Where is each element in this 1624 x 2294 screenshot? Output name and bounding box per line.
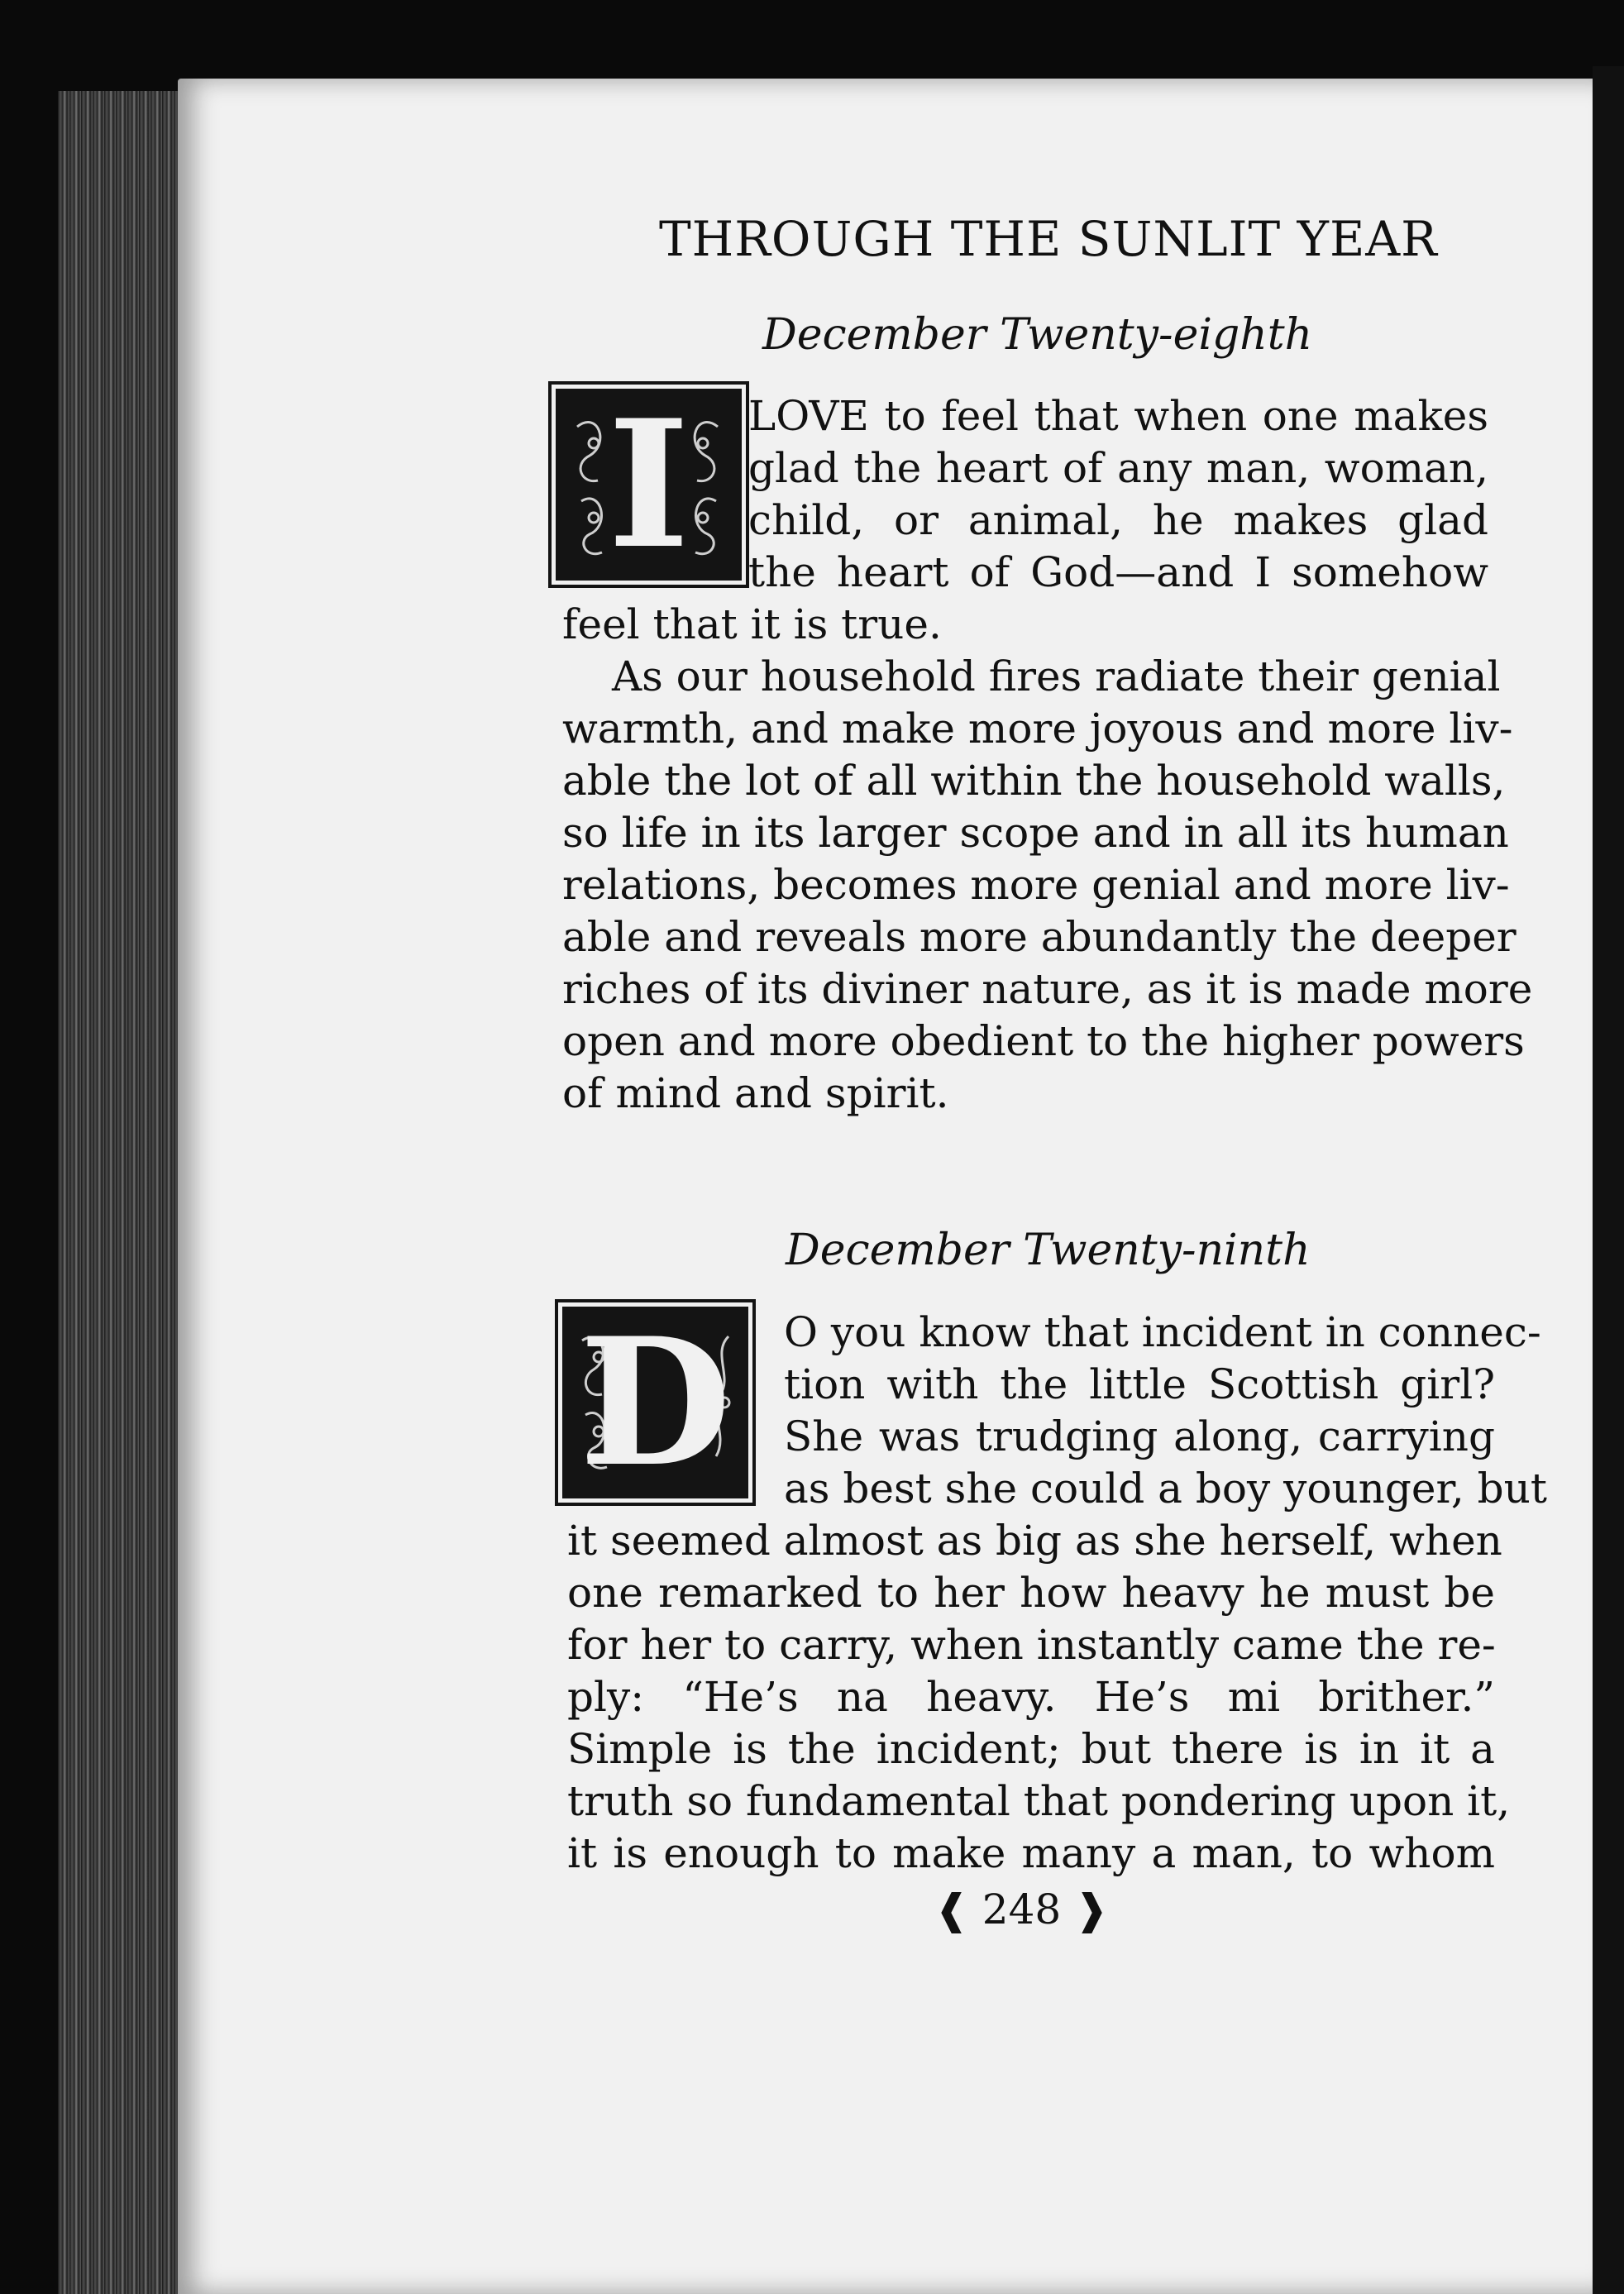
text-line: ply: “He’s na heavy. He’s mi brither.” (567, 1673, 1495, 1721)
text-line: truth so fundamental that pondering upon it, (567, 1777, 1511, 1825)
text-line: it seemed almost as big as she herself, when (567, 1517, 1502, 1565)
right-book-edge (1593, 66, 1624, 2294)
text-line: warmth, and make more joyous and more liv- (562, 705, 1513, 753)
page-number: ❰ 248 ❱ (934, 1885, 1110, 1933)
text-line: it is enough to make many a man, to whom (567, 1829, 1495, 1877)
text-line: one remarked to her how heavy he must be (567, 1569, 1495, 1617)
text-line: As our household fires radiate their genial (612, 652, 1501, 700)
entry-body (562, 599, 1533, 1120)
text-line: of mind and spirit. (562, 1069, 949, 1117)
entry-body (567, 1515, 1511, 1880)
text-line: open and more obedient to the higher powers (562, 1017, 1525, 1065)
text-line: She was trudging along, carrying (784, 1412, 1495, 1460)
running-head: THROUGH THE SUNLIT YEAR (659, 211, 1438, 267)
text-line: as best she could a boy younger, but (784, 1465, 1547, 1513)
text-line: the heart of God—and I somehow (748, 548, 1488, 596)
text-line: so life in its larger scope and in all its human (562, 809, 1509, 857)
ornamental-initial (562, 1307, 748, 1498)
text-line: LOVE to feel that when one makes (748, 392, 1488, 440)
entry-body-beside-cap (748, 390, 1488, 599)
text-line: relations, becomes more genial and more liv- (562, 861, 1510, 909)
entry-title: December Twenty-eighth (762, 310, 1313, 360)
dropcap-letter: D (579, 1307, 732, 1498)
ornamental-initial (556, 389, 742, 581)
text-line: for her to carry, when instantly came the re- (567, 1621, 1496, 1669)
text-line: child, or animal, he makes glad (748, 496, 1488, 544)
dropcap-letter: I (607, 389, 690, 581)
entry-body-beside-cap (784, 1307, 1547, 1515)
text-line: tion with the little Scottish girl? (784, 1360, 1495, 1408)
text-line: able and reveals more abundantly the deeper (562, 913, 1517, 961)
text-line: glad the heart of any man, woman, (748, 444, 1488, 492)
entry-title: December Twenty-ninth (786, 1226, 1311, 1275)
text-line: Simple is the incident; but there is in it a (567, 1725, 1495, 1773)
text-line: able the lot of all within the household walls, (562, 757, 1506, 805)
text-line: O you know that incident in connec- (784, 1308, 1541, 1356)
text-line: riches of its diviner nature, as it is made more (562, 965, 1533, 1013)
text-line: feel that it is true. (562, 600, 942, 648)
